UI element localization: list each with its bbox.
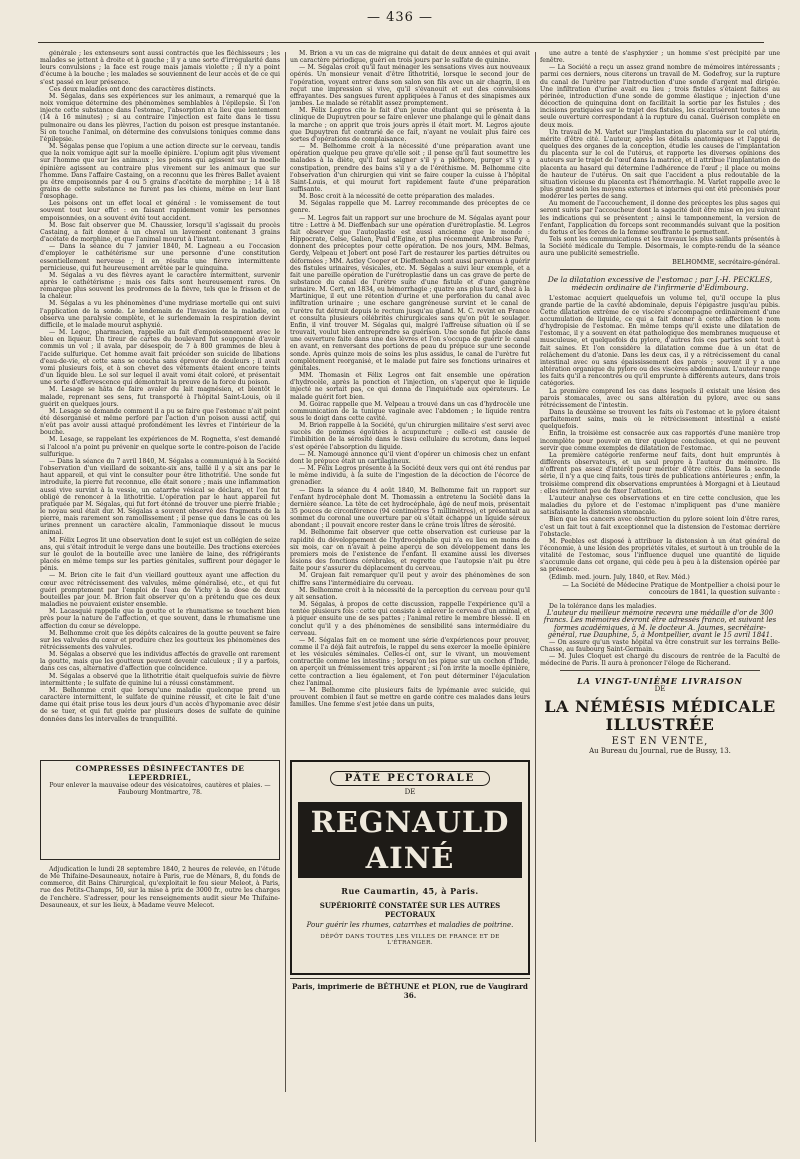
paragraph: — M. Belhomme croit à la nécessité d'une préparation avant une opération quelque peu grave qu'elle soit ; il pense qu'il faut soumettre les malades à la diète, qu'il faut saigner s'il y a pléthore, purger s'il y a constipation, prendre des bains s'il y a de l'éréthisme. M. Belhomme cite l'observation d'un chirurgien qui vint se faire couper la cuisse à l'hôpital Saint-Louis, et qui mourut fort rapidement faute d'une préparation suffisante. xyxy=(290,143,530,193)
adjudication-notice xyxy=(40,866,280,909)
paragraph: M. Félix Legros cite le fait d'un jeune étudiant qui se présenta à la clinique de Dupuytren pour se faire enlever une phalange qui le gênait dans la marche ; on apprit que trois jours après il était mort. M. Legros ajoute que Dupuytren fut contrarié de ce fait, n'ayant ne voulait plus faire ces sortes d'opérations de complaisance. xyxy=(290,107,530,143)
paragraph: M. Ségalas pense que l'opium a une action directe sur le cerveau, tandis que la noix vomique agit sur la moelle épinière. L'opium agit plus vivement sur l'homme que sur les animaux ; les poisons qui agissent sur la moelle épinière agissent au contraire plus vivement sur les animaux que sur l'homme. Dans l'affaire Castaing, on a reconnu que les frères Ballet avaient pu être empoisonnés par 4 ou 5 grains d'acétate de morphine ; 14 à 18 grains de cette substance ne furent pas les chiens, même en leur liant l'œsophage. xyxy=(40,143,280,201)
paragraph: Ces deux maladies ont donc des caractères distincts. xyxy=(49,85,216,93)
paragraph: Au moment de l'accouchement, il donne des préceptes les plus sages qui seront suivis par l'accoucheur dont la sagacité doit être mise en jeu suivant les indications qui se présentent ; ainsi le tamponnement, la version de l'enfant, l'application du forceps sont recommandés suivant que la position du fœtus et les forces de la femme souffrante le permettent. xyxy=(540,200,780,236)
paragraph: — Dans la séance du 4 août 1840, M. Belhomme fait un rapport sur l'enfant hydrocéphale dont M. Thomassin a entretenu la Société dans la dernière séance. La tête de cet hydrocéphale, âgé de neuf mois, présentait 35 pouces de circonférence (94 centimètres 5 millimètres), et présentait au sommet du coronal une ouverture par où s'était échappé un liquide séreux abondant ; il pouvait encore rester dans le crâne trois litres de sérosité. xyxy=(290,486,530,530)
paragraph: générale ; les extenseurs sont aussi contractés que les fléchisseurs ; les malades se jettent à droite et à gauche ; il y a une sorte d'irrégularité dans leurs convulsions ; la face est rouge mais jamais violette ; il n'y a point d'écume à la bouche ; les malades se souviennent de leur accès et de ce qui s'est passé en leur présence. xyxy=(40,50,280,86)
column-separator xyxy=(535,52,536,1142)
paragraph: M. Lacasquié rappelle que la goutte et le rhumatisme se touchent bien près pour la nature de l'affection, et que souvent, dans le rhumatisme une affection du cœur se développe. xyxy=(40,608,280,630)
livraison-de: DE xyxy=(654,685,666,694)
divider xyxy=(560,269,760,270)
article-heading: De la dilatation excessive de l'estomac ; par J.-H. PECKLES, médecin ordinaire de l'infirmerie d'Edimbourg. xyxy=(547,274,773,293)
paragraph: De la tolérance dans les maladies. xyxy=(549,603,657,611)
divider xyxy=(560,599,760,600)
paragraph: Adjudication le lundi 28 septembre 1840, 2 heures de relevée, en l'étude de Me Thifaine-Desauneaux, notaire à Paris, rue de Ménars, 8, du fonds de commerce, dit Bains Chirurgical, qu'exploitait le feu sieur Meleot, à Paris, rue des Petits-Champs, 50, sur la mise à prix de 3000 fr., outre les charges de l'enchère. S'adresser, pour les renseignements audit sieur Me Thifaine-Desauneaux, et sur les lieux, à Madame veuve Melecot. xyxy=(40,866,280,909)
advert-depot: DÉPÔT DANS TOUTES LES VILLES DE FRANCE ET DE L'ÉTRANGER. xyxy=(320,934,500,946)
paragraph: M. Belhomme croit à la nécessité de la perception du cerveau pour qu'il y ait sensation. xyxy=(290,586,530,601)
signature: BELHOMME, secrétaire-général. xyxy=(672,257,780,266)
advert-banner: PÂTE PECTORALE xyxy=(330,771,491,786)
printer-imprint: Paris, imprimerie de BÉTHUNE et PLON, rue de Vaugirard 36. xyxy=(292,982,528,1000)
paragraph: M. Lesage se demande comment il a pu se faire que l'estomac n'ait point été désorganisé et même perforé par l'action d'un poison aussi actif, qui n'eût pas avoir aussi attaqué profondément les lèvres et l'intérieur de la bouche. xyxy=(40,407,280,437)
paragraph: M. Lesage, se rappelant les expériences de M. Rognetta, s'est demandé si l'alcool n'a point pu prévenir en quelque sorte le contre-poison de l'acide sulfurique. xyxy=(40,436,280,458)
paragraph: — M. Legoc, pharmacien, rappelle au fait d'empoisonnement avec le bleu en liqueur. Un tireur de cartes du boulevard fut soupçonné d'avoir commis un vol ; il avala, par désespoir, de 7 à 800 grammes de bleu à l'acide sulfurique. Cet homme avait fait précéder son suicide de libations d'eau-de-vie, et cette sans se coucha sans éprouver de douleurs ; il avait vomi plusieurs fois, et à son chevet des vêtements étaient encore teints d'un liquide bleu. Le sol sur lequel il avait vomi était coloré, et présentait une sorte d'effervescence qui démontrait la preuve de la force du poison. xyxy=(40,329,280,387)
paragraph: Enfin, la troisième est consacrée aux cas rapportés d'une manière trop incomplète pour pouvoir en tirer quelque conclusion, et qui ne peuvent servir que comme exemples de dilatation de l'estomac. xyxy=(540,430,780,452)
bureau-address: Au Bureau du Journal, rue de Bussy, 13. xyxy=(589,746,731,755)
livraison-title: LA VINGT-UNIÈME LIVRAISON xyxy=(577,676,743,687)
page-number: — 436 — xyxy=(366,10,434,25)
paragraph: — Dans la séance du 7 avril 1840, M. Ségalas a communiqué à la Société l'observation d'un vieillard de soixante-six ans, taillé il y a six ans par le haut appareil, et qui vint le consulter pour être lithotritié. Une sonde fut introduite, la pierre fut reconnue, elle était sonore ; mais une inflammation aussi vive survint à la vessie, un catarrhe vésical se déclara, et l'on fut obligé de renoncer à la lithotritie. L'opération par le haut appareil fut pratiquée par M. Ségalas, qui fut fort étonné de trouver une pierre friable ; le noyau seul était dur. M. Ségalas a souvent observé des fragments de la pierre, mais rarement son ramollissement ; il pense que dans le cas où les urines prennent un caractère alcalin, l'ammoniaque dissout le mucus animal. xyxy=(40,457,280,537)
paragraph: M. Belhomme croit que les dépôts calcaires de la goutte peuvent se faire sur les valvules du cœur et produire chez les goutteux les phénomènes des rétrécissements des valvules. xyxy=(40,629,280,651)
paragraph: Les poisons ont un effet local et général : le vomissement de tout souvent tout leur effet : en faisant rapidement vomir les personnes empoisonnées, on a souvent évité tout accident. xyxy=(40,200,280,222)
column-3 xyxy=(540,50,780,1145)
column-3-part-a xyxy=(540,50,780,258)
paragraph: — M. Brion cite le fait d'un vieillard goutteux ayant une affection du cœur avec rétrécissement des valvules, même généralisé, etc., et qui fut guéri promptement par l'emploi de l'eau de Vichy à la dose de deux bouteilles par jour. M. Brion fait observer qu'on a prétendu que ces deux maladies ne pouvaient exister ensemble. xyxy=(40,572,280,609)
paragraph: — On assure qu'un vaste hôpital va être construit sur les terrains Belle-Chasse, au faubourg Saint-Germain. xyxy=(540,638,780,653)
paragraph: Dans la deuxième se trouvent les faits où l'estomac et le pylore étaient parfaitement sains, mais où le rétrécissement intestinal a existé quelquefois. xyxy=(540,409,780,431)
paragraph: La première catégorie renferme neuf faits, dont huit empruntés à différents observateurs, et un seul propre à l'auteur du mémoire. Ils n'offrent pas assez d'intérêt pour mériter d'être cités. Dans la seconde série, il n'y a que cinq faits, tous tirés de publications antérieures ; enfin, la troisième comprend dix observations empruntées à Morgagni et à Lieutaud : elles méritent peu de fixer l'attention. xyxy=(540,451,780,495)
paragraph: M. Lesage se hâta de faire avaler du lait magnésien, et bientôt le malade, reprenant ses sens, fut transporté à l'hôpital Saint-Louis, où il guérit en quelques jours. xyxy=(40,386,280,408)
paragraph: M. Brion a vu un cas de migraine qui datait de deux années et qui avait un caractère périodique, guéri en trois jours par le sulfate de quinine. xyxy=(290,50,530,65)
paragraph: — M. Félix Legros présente à la Société deux vers qui ont été rendus par le même individu, à la suite de l'ingestion de la décoction de l'écorce de grenadier. xyxy=(290,465,530,487)
paragraph: Bien que les cancers avec obstruction du pylore soient loin d'être rares, c'est un fait tout à fait exceptionnel que la distension de l'estomac derrière l'obstacle. xyxy=(540,516,780,538)
paragraph: Un travail de M. Varlet sur l'implantation du placenta sur le col utérin, mérite d'être cité. L'auteur, après les détails anatomiques et l'appui de quelques des organes de la conception, étudie les causes de l'implantation du placenta sur le col de l'utérus, et rapporte les diverses opinions des auteurs sur le trajet de l'œuf dans la matrice, et il attribue l'implantation de placenta au hasard qui détermine l'adhérence de l'œuf ; il place ou moins de hauteur de l'utérus. On sait que l'accident a plus redoutable de la situation vicieuse du placenta est l'hémorrhagie. M. Varlet rappelle avec le plus grand soin les moyens externes et internes qui ont été préconisés pour modérer les pertes de sang. xyxy=(540,128,780,201)
paragraph: — M. Jules Cloquet est chargé du discours de rentrée de la Faculté de médecine de Paris. Il aura à prononcer l'éloge de Richerand. xyxy=(540,653,780,668)
paragraph: L'estomac acquiert quelquefois un volume tel, qu'il occupe la plus grande partie de la cavité abdominale, depuis l'épigastre jusqu'au pubis. Cette dilatation extrême de ce viscère s'accompagne ordinairement d'une accumulation de liquide, ce qui a fait donner à cette affection le nom d'hydropisie de l'estomac. En même temps qu'il existe une dilatation de l'estomac, il y a souvent en état pathologique des membranes muqueuse et musculeuse, et quelquefois du pylore, d'autres fois ces parties sont tout à fait saines. Et l'on considère la dilatation comme due à un état de relâchement du d'atonie. Dans les deux cas, il y a rétrécissement du canal intestinal avec ou sans épaississement des parois ; souvent il y a une altération organique du pylore ou des viscères abdominaux. L'auteur range les faits qu'il a rencontrés ou qu'il emprunte à différents auteurs, dans trois catégories. xyxy=(540,294,780,388)
advert-claim: SUPÉRIORITÉ CONSTATÉE SUR LES AUTRES PECTORAUX xyxy=(319,901,501,919)
printer-rule xyxy=(290,978,530,979)
paragraph: M. Belhomme croit que lorsqu'une maladie quelconque prend un caractère intermittent, le sulfate de quinine réussit, et cite le fait d'une dame qui était prise tous les deux jours d'un accès d'hypomanie avec désir de se tuer, et qui fut guérie par plusieurs doses de sulfate de quinine données dans les intervalles de tranquillité. xyxy=(40,686,280,723)
paragraph: M. Ségalas rappelle que M. Larrey recommande des préceptes de ce genre. xyxy=(290,200,530,215)
paragraph: M. Ségalas, à propos de cette discussion, rappelle l'expérience qu'il a tentée plusieurs fois : cette qui consiste à enlever le cerveau d'un animal, et à piquer ensuite une de ses pattes ; l'animal retire le membre blessé. Il en conclut qu'il y a des phénomènes de sensibilité sans intermédiaire du cerveau. xyxy=(290,601,530,637)
paragraph: M. Ségalas a vu des fièvres ayant le caractère intermittent, survenir après le cathétérisme ; mais ces faits sont heureusement rares. On remarque plus souvent les prodromes de la fièvre, tels que le frisson et de la chaleur. xyxy=(40,271,280,301)
paragraph: M. Ségalas a vu les phénomènes d'une mydriase mortelle qui ont suivi l'application de la sonde. Le lendemain de l'invasion de la maladie, on observa une paralysie complète, et le surlendemain la respiration devint difficile, et le malade mourut asphyxié. xyxy=(40,300,280,329)
advert-address: Rue Caumartin, 45, à Paris. xyxy=(341,886,479,896)
column-separator xyxy=(285,52,286,1092)
paragraph: M. Belhomme fait observer que cette observation est curieuse par la rapidité du développement de l'hydrocéphalie qui n'a eu lieu en moins de six mois, car on n'avait à peine aperçu de son développement dans les premiers mois de l'existence de l'enfant. Il examine aussi les diverses lésions des fonctions cérébrales, et regrette que l'autopsie n'ait pu être faite pour s'assurer du déplacement du cerveau. xyxy=(290,529,530,573)
advert-de: DE xyxy=(404,788,416,796)
paragraph: M. Goirac rappelle que M. Velpeau a trouvé dans un cas d'hydrocèle une communication de la tunique vaginale avec l'abdomen ; le liquide rentra sous le doigt dans cette cavité. xyxy=(290,400,530,422)
paragraph: — La Société a reçu un assez grand nombre de mémoires intéressants ; parmi ces derniers, nous citerons un travail de M. Godefroy, sur la rupture du canal de l'urètre par l'introduction d'une sonde d'argent mal dirigée. Une infiltration d'urine avait eu lieu ; trois fistules s'étaient faites au périnée, introduction d'une sonde de gomme élastique ; injection d'une décoction de quinquina dont on facilitait la sortie par les fistules ; des incisions pratiquées sur le trajet des fistules, les cicatrisèrent toutes à une seule ouverture correspondant à la rupture du canal. Guérison complète en deux mois. xyxy=(540,64,780,129)
column-2 xyxy=(290,50,530,758)
paragraph: — M. Namougé annonce qu'il vient d'opérer un chimosis chez un enfant dont le prépuce était un cartilagineux. xyxy=(290,450,530,465)
paragraph: Tels sont les communications et les travaux les plus saillants présentés à la Société médicale du Temple. Désormais, le compte-rendu de la séance aura une publicité semestrielle. xyxy=(540,236,780,258)
paragraph: M. Bosc croit à la nécessité de cette préparation des malades. xyxy=(299,193,495,201)
paragraph: M. Grajean fait remarquer qu'il peut y avoir des phénomènes de son chiffre sans l'intermédiaire du cerveau. xyxy=(290,572,530,587)
paragraph: M. Ségalas, dans ses expériences sur les animaux, a remarqué que la noix vomique détermine des phénomènes semblables à l'épilepsie. Si l'on injecte cette substance dans l'estomac, l'absorption n'a lieu que lentement (14 à 16 minutes) ; si au contraire l'injection est faite dans le tissu pulmonaire ou dans les plèvres, l'action du poison est presque instantanée. Si on touche l'animal, on détermine des convulsions toniques comme dans l'épilepsie. xyxy=(40,92,280,143)
paragraph: (Edimb. med. journ. July, 1840, et Rev. Méd.) xyxy=(549,573,690,581)
citation: — La Société de Médecine Pratique de Montpellier a choisi pour le concours de 1841, la question suivante : xyxy=(562,580,780,596)
column-1 xyxy=(40,50,280,758)
paragraph: M. Félix Legros lit une observation dont le sujet est un collégien de seize ans, qui s'était introduit le verge dans une bouteille. Des tractions exercées sur le goulot de la bouteille avec une lanière de laine, des réfrigérants placés en même temps sur les parties génitales, suffirent pour dégager le pénis. xyxy=(40,536,280,573)
advert-title: COMPRESSES DÉSINFECTANTES DE LEPERDRIEL, xyxy=(75,764,245,782)
paragraph: — Dans la séance du 7 janvier 1840, M. Lagneau a eu l'occasion d'employer le cathétérisme sur une personne d'une constitution essentiellement nerveuse ; il en résulta une fièvre intermittente pernicieuse, qui fut heureusement arrêtée par le quinquina. xyxy=(40,243,280,272)
paragraph: MM. Thomasin et Félix Legros ont fait ensemble une opération d'hydrocèle, après la ponction et l'injection, on s'aperçut que le liquide injecté ne sortait pas, ce qui donna de l'inquiétude aux opérateurs. Le malade guérit fort bien. xyxy=(290,372,530,401)
paragraph: — M. Ségalas croit qu'il faut ménager les sensations vives aux nouveaux opérés. Un monsieur venait d'être lithotritié, lorsque le second jour de l'opération, voyant entrer dans son salon son fils avec un air chagrin, il en reçut une impression si vive, qu'il s'évanouit et eut des convulsions effrayantes. Des sangsues furent appliquées à l'anus et des sinapismes aux jambes. Le malade se rétablit assez promptement. xyxy=(290,64,530,108)
paragraph: une autre a tenté de s'asphyxier ; un homme s'est précipité par une fenêtre. xyxy=(540,50,780,65)
divider xyxy=(560,670,760,671)
paragraph: — M. Legros fait un rapport sur une brochure de M. Ségalas ayant pour titre : Lettre à M. Dieffenbach sur une opération d'urétroplastie. M. Legros fait observer que l'autoplastie est aussi ancienne que le monde : Hippocrate, Celse, Galien, Paul d'Egine, et plus récemment Ambroise Paré, donnent des préceptes pour cette opération. De nos jours, MM. Belmas, Gerdy, Velpeau et Jobert ont posé l'art de restaurer les parties détruites ou déformées ; MM. Astley Cooper et Dieffenbach sont aussi parvenus à guérir des fistules urinaires, vésicales, etc. M. Ségalas a suivi leur exemple, et a fait une pareille opération de l'urétroplastie dans un cas grave de perte de substance du canal de l'urètre suite d'une fistule et d'une gangrène urinaire. M. Cert, en 1834, eu hémorrhagie ; quatre ans plus tard, chez à la Martinique, il eut une rétention d'urine et une perforation du canal avec infiltration urinaire ; une eschare gangréneuse survint et le canal de l'urètre fut détruit depuis le rectum jusqu'au gland. M. C. revint en France et consulta plusieurs célébrités chirurgicales sans qu'on pût le soulager. Enfin, il vint trouver M. Ségalas qui, malgré l'affreuse situation où il se trouvait, voulut bien entreprendre sa guérison. Une sonde fut placée dans une ouverture faite dans une des lèvres et l'on s'occupa de guérir le canal en avant, en renversant des portions de peau du prépuce sur une seconde sonde. Après quinze mois de soins les plus assidus, le canal de l'urètre fut complètement reorganisé, et le malade put faire ses fonctions urinaires et génitales. xyxy=(290,214,530,372)
paragraph: M. Ségalas a observé que les individus affectés de gravelle ont rarement la goutte, mais que les goutteux peuvent devenir calculeux ; il y a parfois, dans ces cas, alternative d'affection que coïncidence. xyxy=(40,651,280,673)
regnauld-advert xyxy=(290,760,530,975)
paragraph: M. Bosc fait observer que M. Chaussier, lorsqu'il s'agissait du procès Castaing, a fait donner à un cheval un lavement contenant 3 grains d'acétate de morphine, et que l'animal mourut à l'instant. xyxy=(40,221,280,244)
paragraph: M. Ségalas a observé que la lithotritie était quelquefois suivie de fièvre intermittente ; le sulfate de quinine lui a réussi constamment. xyxy=(40,672,280,687)
paragraph: M. Peebles est disposé à attribuer la distension à un état général de l'économie, à une lésion des propriétés vitales, et surtout à un trouble de la vitalité de l'estomac, sous l'influence duquel une quantité de liquide s'accumule dans cet organe, qui cède peu à peu à la distension opérée par sa présence. xyxy=(540,537,780,574)
compresses-advert xyxy=(40,760,280,860)
column-3-part-c xyxy=(540,639,780,668)
on-sale: EST EN VENTE, xyxy=(611,735,709,747)
paragraph: La première comprend les cas dans lesquels il existait une lésion des parois stomacales, avec ou sans altération du pylore, avec ou sans rétrécissement de l'intestin. xyxy=(540,387,780,409)
paragraph: L'auteur analyse ces observations et en tire cette conclusion, que les maladies du pylore et de l'estomac n'impliquent pas d'une manière satisfaisante la distension stomacale. xyxy=(540,494,780,517)
paragraph: — M. Ségalas fait en ce moment une série d'expériences pour prouver, comme il l'a déjà fait autrefois, le rappel du sens exercer la moelle épinière et les vésicules séminales. Celles-ci ont, sur le vivant, un mouvement contractile comme les intestins ; lorsqu'on les pique sur un cochon d'Inde, on aperçoit un frémissement très apparent ; si l'on irrite la moelle épinière, cette contraction a lieu également, et l'on peut déterminer l'éjaculation chez l'animal. xyxy=(290,636,530,687)
advert-text: Pour enlever la mauvaise odeur des vésicatoires, cautères et plaies. — Faubourg Montmartre, 78. xyxy=(49,782,271,797)
paragraph: — M. Belhomme cite plusieurs faits de lypémanie avec suicide, qui prouvent combien il faut se mettre en garde contre ces malades dans leurs familles. Une femme s'est jetée dans un puits, xyxy=(290,686,530,709)
advert-brand: REGNAULD AINÉ xyxy=(298,802,522,878)
column-3-part-b xyxy=(540,295,780,581)
contest-question: L'auteur du meilleur mémoire recevra une médaille d'or de 300 francs. Les mémoires devront être adressés franco, et suivant les formes académiques, à M. le docteur A. Jaumes, secrétaire-général, rue Dauphine, 5, à Montpellier, avant le 15 avril 1841. xyxy=(543,609,777,639)
advert-claim-2: Pour guérir les rhumes, catarrhes et maladies de poitrine. xyxy=(306,921,514,929)
top-rule xyxy=(38,42,764,43)
nemesis-title: LA NÉMÉSIS MÉDICALE ILLUSTRÉE xyxy=(544,696,776,734)
paragraph: M. Brion rappelle à la Société, qu'un chirurgien militaire s'est servi avec succès de pommes égoûtées à acupuncture ; celle-ci est causée de l'imbibition de la sérosité dans le tissu cellulaire du scrotum, dans lequel s'est opérée l'absorption du liquide. xyxy=(290,422,530,451)
